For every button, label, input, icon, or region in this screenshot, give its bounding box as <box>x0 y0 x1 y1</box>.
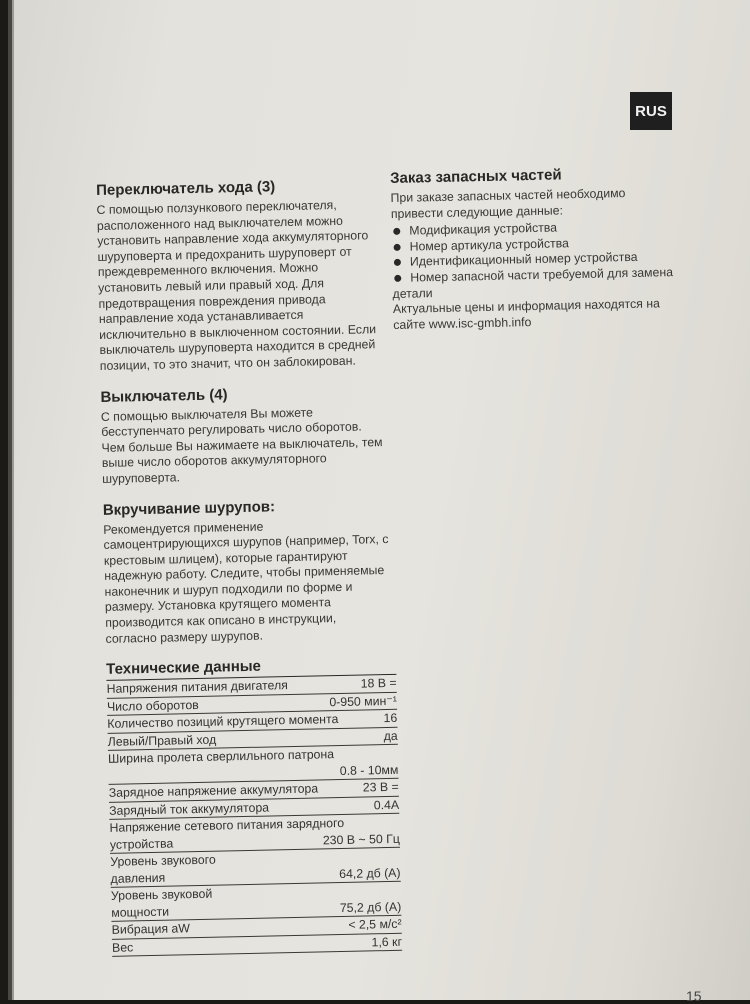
text-line: установить левый или правый ход. Для <box>98 275 388 297</box>
text-line: предотвращения повреждения привода <box>98 290 388 312</box>
spec-value: 0.4А <box>368 798 400 813</box>
text-line: С помощью выключателя Вы можете <box>101 403 391 425</box>
spec-label: давления <box>110 867 333 886</box>
text-line: Рекомендуется применение <box>103 516 393 538</box>
text-line: преждевременного включения. Можно <box>98 259 388 281</box>
section-title: Технические данные <box>106 655 396 678</box>
text-line: надежную работу. Следите, чтобы применяемые <box>104 563 394 585</box>
spec-label: Левый/Правый ход <box>108 729 378 749</box>
page-number: 15 <box>686 988 702 1004</box>
spec-value: 64,2 дб (А) <box>333 866 401 882</box>
text-line: выше число оборотов аккумуляторного <box>102 450 392 472</box>
section-trigger <box>100 382 392 487</box>
text-line: шуруповерта. <box>102 466 392 488</box>
section-spare-parts <box>390 164 693 334</box>
spec-value: да <box>378 729 398 744</box>
spec-value: 18 В = <box>355 676 397 691</box>
spec-value: 230 В ~ 50 Гц <box>317 832 400 848</box>
list-item: Идентификационный номер устройства <box>392 249 692 271</box>
text-line: производится как описано в инструкции, <box>105 610 395 632</box>
spec-value: 1,6 кг <box>365 935 402 950</box>
spec-label: устройства <box>110 833 317 852</box>
section-title: Переключатель хода (3) <box>96 176 386 199</box>
text-line: привести следующие данные: <box>391 200 691 222</box>
spec-label: Зарядный ток аккумулятора <box>109 798 368 818</box>
text-line: направление хода устанавливается <box>99 306 389 328</box>
section-direction-switch <box>96 176 390 375</box>
spec-value: 23 В = <box>357 780 399 795</box>
spec-value: 0.8 - 10мм <box>334 763 399 779</box>
text-line: наконечник и шуруп подходили по форме и <box>104 579 394 601</box>
section-screwing <box>103 495 396 647</box>
text-line: детали <box>392 280 692 302</box>
section-tech-data <box>106 655 402 957</box>
section-title: Вкручивание шурупов: <box>103 495 393 518</box>
section-title: Заказ запасных частей <box>390 164 690 187</box>
text-line: размеру. Установка крутящего момента <box>105 594 395 616</box>
text-line: шуруповерта и предохранить шуруповерт от <box>97 244 387 266</box>
spec-label: Зарядное напряжение аккумулятора <box>109 781 357 801</box>
spec-label: Ширина пролета сверлильного патрона <box>108 746 392 766</box>
text-line: бесступенчато регулировать число оборотов. <box>101 419 391 441</box>
list-item: Модификация устройства <box>391 218 691 240</box>
right-column <box>390 164 693 334</box>
text-line: Чем больше Вы нажимаете на выключатель, тем <box>101 435 391 457</box>
text-line: позиции, то это значит, что он заблокирован. <box>100 353 390 375</box>
spec-value: 0-950 мин⁻¹ <box>323 694 397 710</box>
text-line: самоцентрирующихся шурупов (например, Torx, с <box>103 532 393 554</box>
spec-label: Напряжение сетевого питания зарядного <box>109 815 393 835</box>
spec-label: Вес <box>112 935 366 955</box>
spec-label: Число оборотов <box>107 695 324 714</box>
list-item: Номер артикула устройства <box>391 233 691 255</box>
text-line: исключительно в выключенном состоянии. Если <box>99 322 389 344</box>
spec-value: 16 <box>377 711 397 726</box>
text-line: сайте www.isc-gmbh.info <box>393 311 693 333</box>
left-column <box>96 176 402 957</box>
spec-value: 75,2 дб (А) <box>334 900 402 916</box>
spec-label: Напряжения питания двигателя <box>106 677 354 697</box>
list-item: Номер запасной части требуемой для замена <box>392 265 692 287</box>
text-line: С помощью ползункового переключателя, <box>96 197 386 219</box>
text-line: установить направление хода аккумуляторного <box>97 228 387 250</box>
spec-label: Уровень звукового <box>110 849 394 869</box>
section-title: Выключатель (4) <box>100 382 390 405</box>
spec-label: мощности <box>111 901 334 920</box>
spec-label: Уровень звуковой <box>111 883 395 903</box>
text-line: выключатель шуруповерта находится в средней <box>99 337 389 359</box>
text-line: Актуальные цены и информация находятся на <box>393 296 693 318</box>
text-line: расположенного над выключателем можно <box>97 213 387 235</box>
language-badge: RUS <box>630 92 672 130</box>
spec-label: Количество позиций крутящего момента <box>107 711 378 731</box>
text-line: согласно размеру шурупов. <box>105 625 395 647</box>
text-line: При заказе запасных частей необходимо <box>390 185 690 207</box>
spec-value: < 2,5 м/с² <box>342 917 402 933</box>
spec-label: Вибрация aW <box>112 918 343 937</box>
text-line: крестовым шлицем), которые гарантируют <box>104 548 394 570</box>
